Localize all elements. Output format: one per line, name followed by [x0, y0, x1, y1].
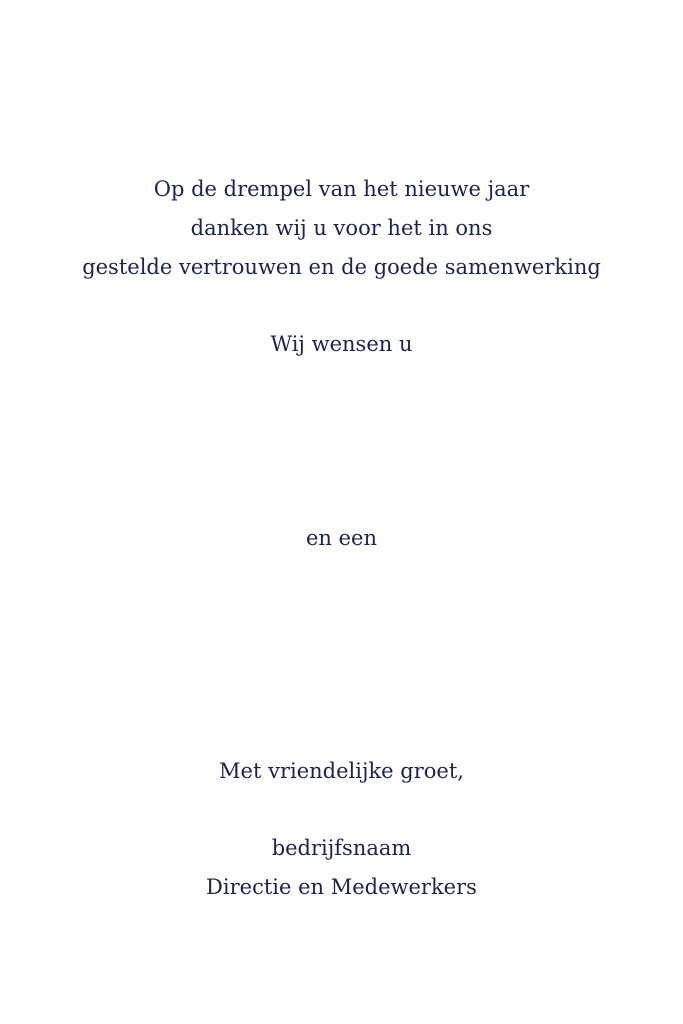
- team-signature: Directie en Medewerkers: [206, 875, 477, 899]
- intro-line-1: Op de drempel van het nieuwe jaar: [153, 177, 530, 201]
- company-name: bedrijfsnaam: [271, 836, 412, 860]
- intro-line-2: danken wij u voor het in ons: [190, 216, 493, 240]
- intro-line-3: gestelde vertrouwen en de goede samenwerking: [82, 255, 601, 279]
- wish-text: Wij wensen u: [270, 332, 413, 356]
- connector-text: en een: [305, 526, 377, 550]
- closing-text: Met vriendelijke groet,: [219, 759, 464, 783]
